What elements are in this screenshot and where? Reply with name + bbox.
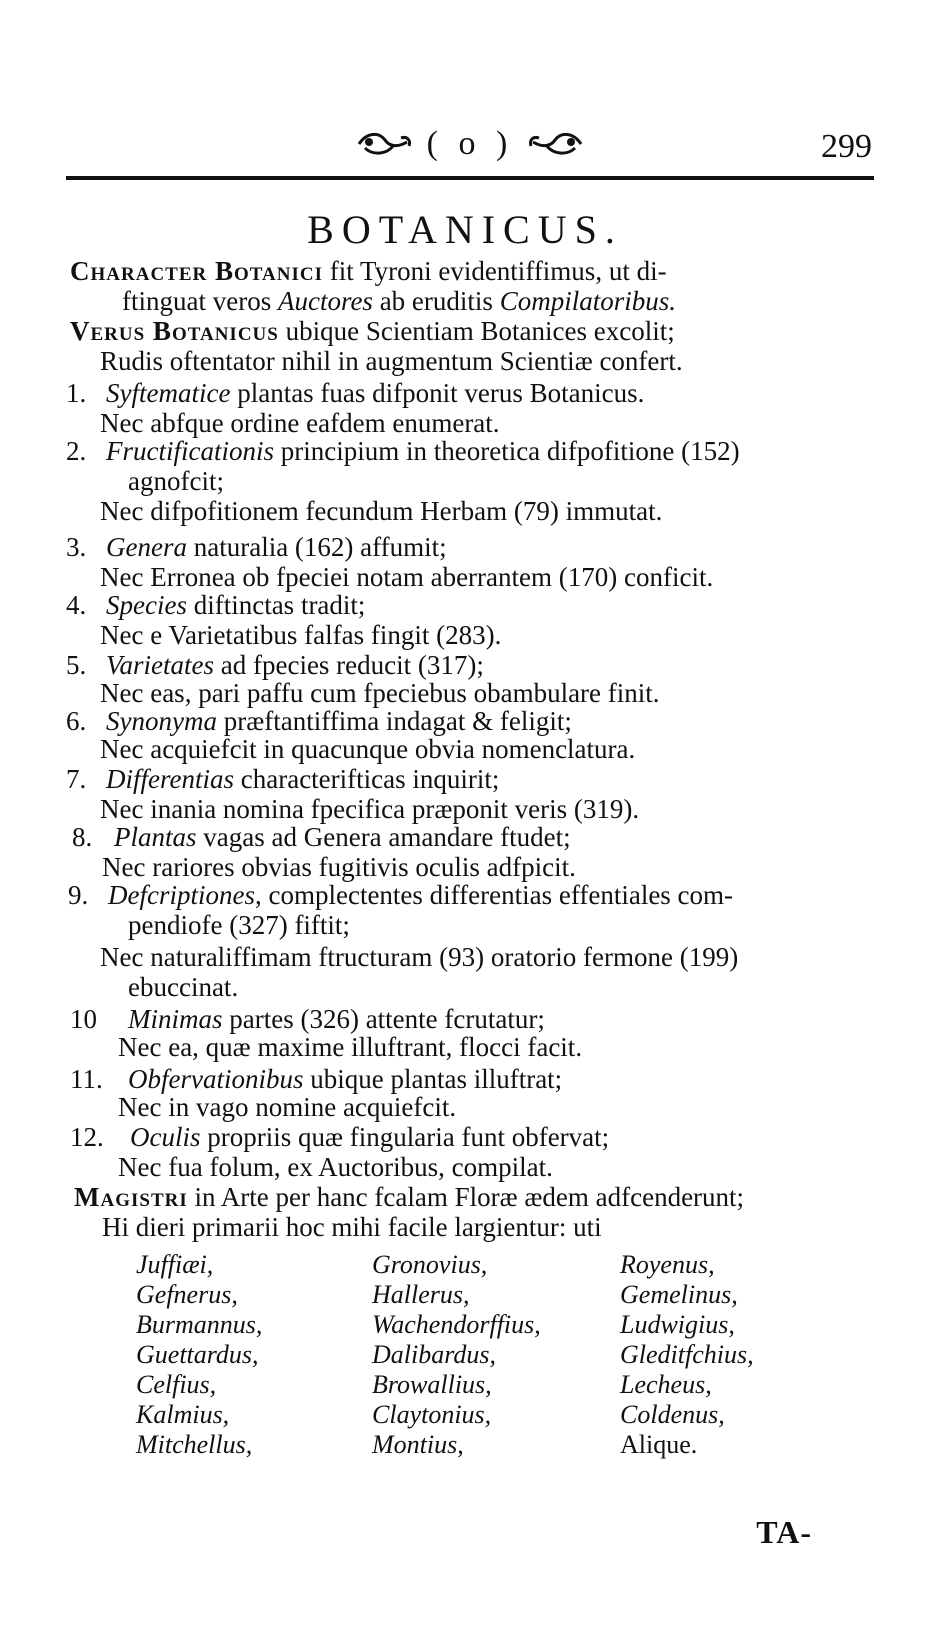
botanist-name: Dalibardus, — [372, 1340, 496, 1369]
text-line — [74, 1182, 744, 1212]
botanist-name: Montius, — [372, 1430, 464, 1459]
italic-term: Varietates — [106, 650, 214, 680]
fleuron-left-icon — [357, 130, 413, 158]
aphorism-continuation — [100, 496, 662, 526]
aphorism-number: 4. — [66, 590, 87, 620]
aphorism-line — [114, 822, 571, 852]
line-text: Nec eas, pari paffu cum fpeciebus obambulare finit. — [100, 678, 660, 708]
italic-term: Differentias — [106, 764, 234, 794]
aphorism-line — [106, 378, 644, 408]
aphorism-continuation — [100, 942, 738, 972]
small-caps-heading: Verus Botanicus — [70, 316, 279, 346]
aphorism-number: 3. — [66, 532, 87, 562]
botanist-name: Gefnerus, — [136, 1280, 238, 1309]
line-text: Nec ea, quæ maxime illuftrant, flocci facit. — [118, 1032, 583, 1062]
botanist-name: Alique. — [620, 1430, 698, 1459]
catchword: TA- — [756, 1514, 812, 1550]
line-text: naturalia (162) affumit; — [186, 532, 447, 562]
line-text: Nec naturaliffimam ftructuram (93) oratorio fermone (199) — [100, 942, 739, 972]
aphorism-number: 12. — [70, 1122, 104, 1152]
small-caps-heading: Character Botanici — [70, 256, 323, 286]
italic-term: Syftematice — [106, 378, 231, 408]
botanist-name: Gleditfchius, — [620, 1340, 754, 1369]
botanist-name: Royenus, — [620, 1250, 715, 1279]
italic-term: Obfervationibus — [128, 1064, 304, 1094]
aphorism-line — [130, 1122, 609, 1152]
line-text: ubique Scientiam Botanices excolit; — [278, 316, 675, 346]
line-text: Nec e Varietatibus falfas fingit (283). — [100, 620, 502, 650]
line-text: Nec fua folum, ex Auctoribus, compilat. — [118, 1152, 553, 1182]
aphorism-continuation — [118, 1152, 553, 1182]
page-title: BOTANICUS. — [307, 207, 623, 252]
aphorism-continuation — [100, 678, 660, 708]
line-text: vagas ad Genera amandare ftudet; — [196, 822, 571, 852]
header-mark: ( o ) — [426, 125, 514, 162]
line-text: plantas fuas difponit verus Botanicus. — [230, 378, 645, 408]
aphorism-continuation — [100, 794, 639, 824]
aphorism-continuation — [128, 466, 224, 496]
line-text: ebuccinat. — [128, 972, 239, 1002]
line-text: in Arte per hanc fcalam Floræ ædem adfcenderunt; — [187, 1182, 745, 1212]
text-line — [102, 1212, 602, 1242]
aphorism-continuation — [100, 408, 500, 438]
italic-term: Compilatoribus. — [499, 286, 676, 316]
botanist-name: Ludwigius, — [620, 1310, 735, 1339]
line-text: propriis quæ fingularia funt obfervat; — [200, 1122, 610, 1152]
botanist-name: Browallius, — [372, 1370, 492, 1399]
text-line — [100, 346, 683, 376]
line-text: pendiofe (327) fiftit; — [128, 910, 350, 940]
botanist-name: Guettardus, — [136, 1340, 259, 1369]
text-line — [70, 256, 667, 286]
aphorism-number: 9. — [68, 880, 89, 910]
aphorism-number: 5. — [66, 650, 87, 680]
line-text: diftinctas tradit; — [186, 590, 366, 620]
aphorism-line — [106, 590, 365, 620]
line-text: Nec Erronea ob fpeciei notam aberrantem (170) conficit. — [100, 562, 714, 592]
italic-term: Defcriptiones — [108, 880, 255, 910]
aphorism-line — [106, 650, 484, 680]
aphorism-line — [106, 706, 572, 736]
line-text: Rudis oftentator nihil in augmentum Scientiæ confert. — [100, 346, 683, 376]
aphorism-continuation — [100, 734, 635, 764]
aphorism-continuation — [102, 852, 576, 882]
line-text: , complectentes differentias effentiales com- — [254, 880, 734, 910]
italic-term: Fructificationis — [106, 436, 274, 466]
line-text: Nec abfque ordine eafdem enumerat. — [100, 408, 500, 438]
line-text: ad fpecies reducit (317); — [214, 650, 484, 680]
page-number: 299 — [821, 128, 872, 165]
aphorism-number: 2. — [66, 436, 87, 466]
aphorism-continuation — [100, 620, 501, 650]
small-caps-heading: Magistri — [74, 1182, 188, 1212]
aphorism-number: 8. — [72, 822, 93, 852]
line-text: ftinguat veros — [122, 286, 278, 316]
aphorism-continuation — [100, 562, 713, 592]
line-text: Nec in vago nomine acquiefcit. — [118, 1092, 457, 1122]
aphorism-continuation — [128, 972, 238, 1002]
botanist-name: Celfius, — [136, 1370, 217, 1399]
running-head — [340, 124, 600, 164]
line-text: Nec rariores obvias fugitivis oculis adfpicit. — [102, 852, 576, 882]
botanist-name: Juffiæi, — [136, 1250, 214, 1279]
italic-term: Species — [106, 590, 187, 620]
italic-term: Minimas — [128, 1004, 223, 1034]
italic-term: Oculis — [130, 1122, 201, 1152]
line-text: Nec acquiefcit in quacunque obvia nomenclatura. — [100, 734, 636, 764]
line-text: fit Tyroni evidentiffimus, ut di- — [322, 256, 667, 286]
aphorism-line — [128, 1004, 545, 1034]
line-text: principium in theoretica difpofitione (152) — [274, 436, 740, 466]
botanist-name: Kalmius, — [136, 1400, 230, 1429]
aphorism-continuation — [118, 1092, 456, 1122]
aphorism-number: 6. — [66, 706, 87, 736]
aphorism-line — [106, 436, 740, 466]
line-text: præftantiffima indagat & feligit; — [216, 706, 572, 736]
aphorism-line — [106, 764, 499, 794]
line-text: Nec difpofitionem fecundum Herbam (79) immutat. — [100, 496, 663, 526]
aphorism-line — [108, 880, 733, 910]
botanist-name: Gronovius, — [372, 1250, 488, 1279]
italic-term: Auctores — [277, 286, 373, 316]
aphorism-continuation — [118, 1032, 582, 1062]
botanist-name: Hallerus, — [372, 1280, 470, 1309]
italic-term: Genera — [106, 532, 187, 562]
aphorism-number: 7. — [66, 764, 87, 794]
line-text: ab eruditis — [372, 286, 500, 316]
aphorism-continuation — [128, 910, 350, 940]
aphorism-line — [106, 532, 447, 562]
header-rule — [66, 176, 874, 180]
text-line — [70, 316, 675, 346]
aphorism-line — [128, 1064, 562, 1094]
aphorism-number: 11. — [70, 1064, 103, 1094]
fleuron-right-icon — [527, 130, 583, 158]
botanist-name: Mitchellus, — [136, 1430, 253, 1459]
italic-term: Synonyma — [106, 706, 217, 736]
line-text: ubique plantas illuftrat; — [303, 1064, 563, 1094]
line-text: Hi dieri primarii hoc mihi facile largientur: uti — [102, 1212, 602, 1242]
botanist-name: Claytonius, — [372, 1400, 492, 1429]
line-text: agnofcit; — [128, 466, 224, 496]
line-text: partes (326) attente fcrutatur; — [222, 1004, 545, 1034]
botanist-name: Lecheus, — [620, 1370, 712, 1399]
text-line — [122, 286, 676, 316]
line-text: Nec inania nomina fpecifica præponit veris (319). — [100, 794, 640, 824]
botanist-name: Wachendorffius, — [372, 1310, 541, 1339]
botanist-name: Burmannus, — [136, 1310, 263, 1339]
aphorism-number: 10 — [70, 1004, 97, 1034]
line-text: characterifticas inquirit; — [234, 764, 500, 794]
aphorism-number: 1. — [66, 378, 87, 408]
botanist-name: Gemelinus, — [620, 1280, 738, 1309]
italic-term: Plantas — [114, 822, 197, 852]
botanist-name: Coldenus, — [620, 1400, 725, 1429]
